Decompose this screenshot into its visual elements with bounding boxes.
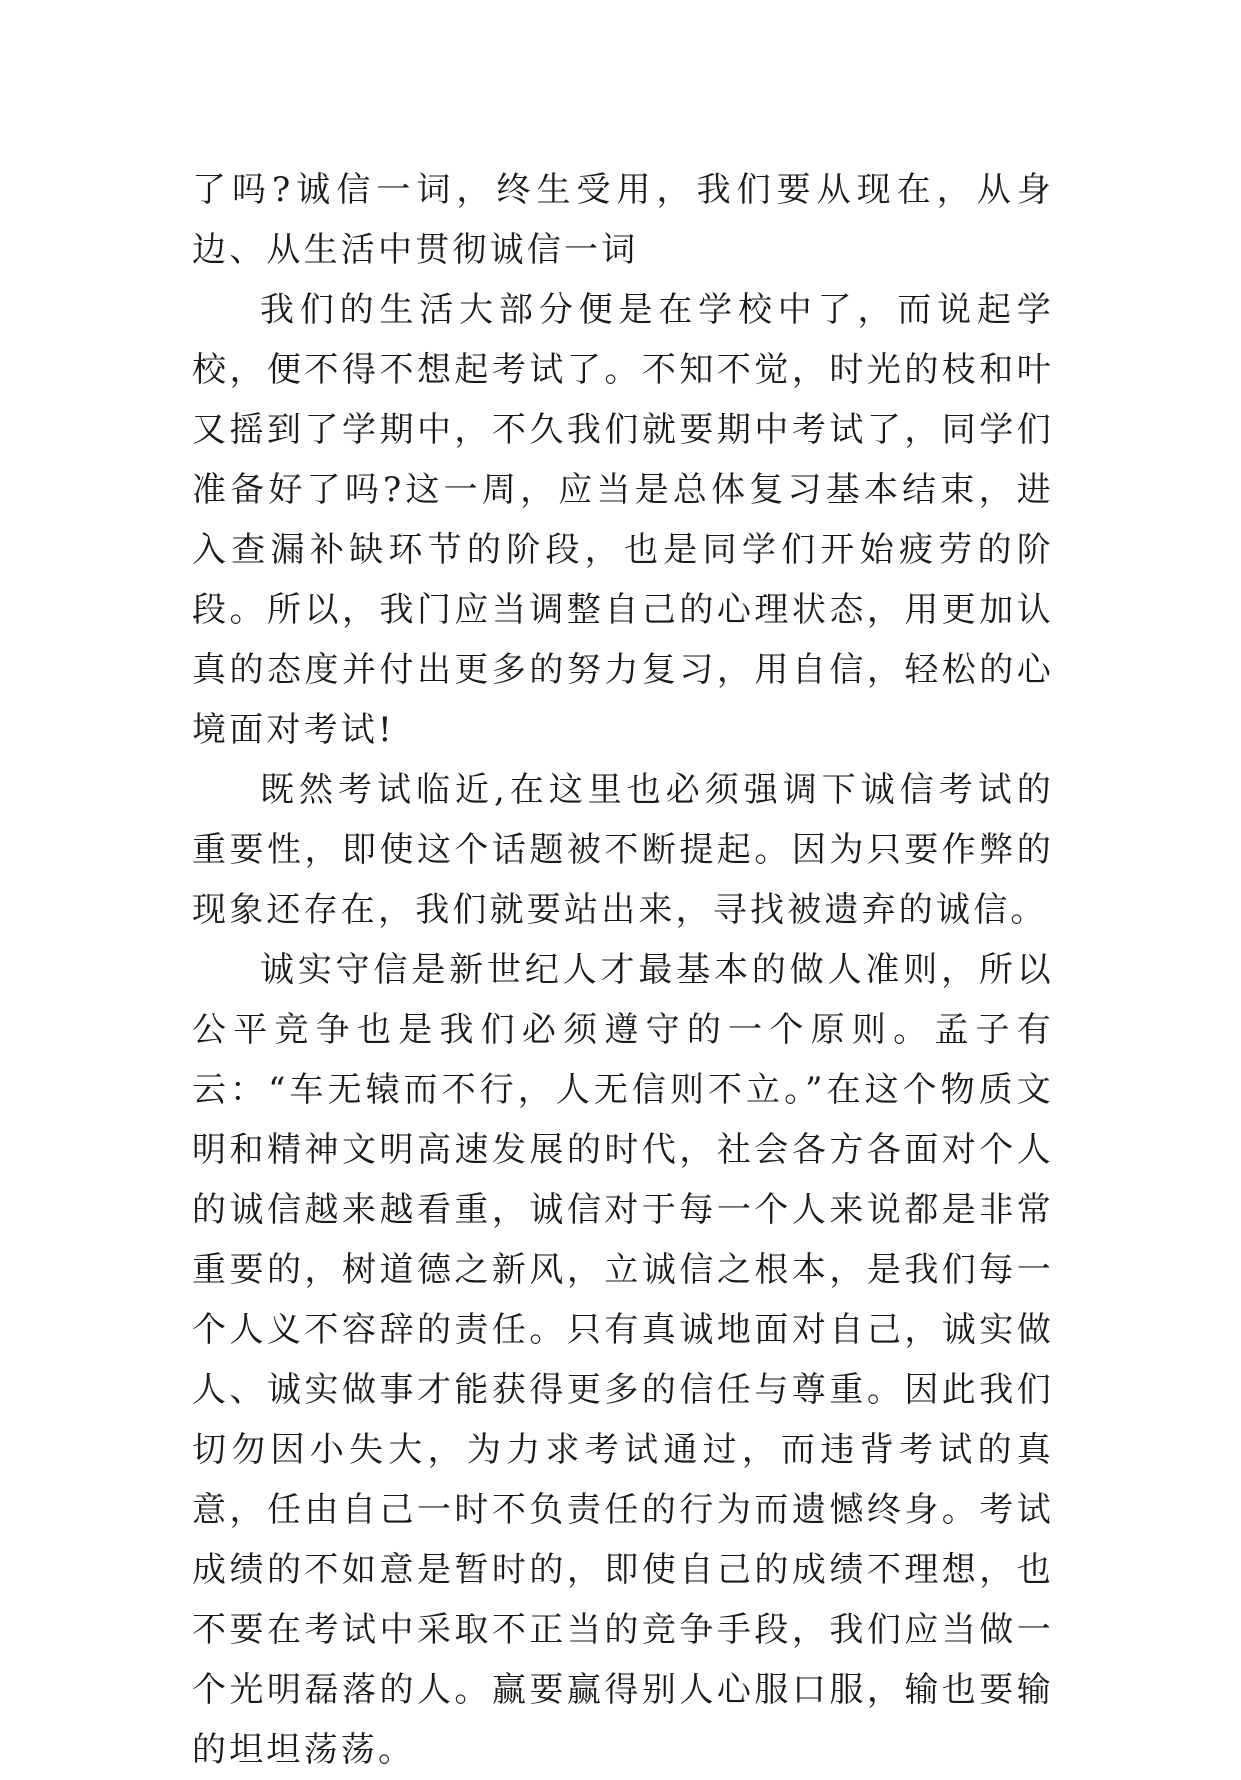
paragraph-honest-exams: 既然考试临近,在这里也必须强调下诚信考试的重要性，即使这个话题被不断提起。因为只要作弊的现象还存在，我们就要站出来，寻找被遗弃的诚信。 (192, 770, 1054, 930)
paragraph-school-exams: 我们的生活大部分便是在学校中了，而说起学校，便不得不想起考试了。不知不觉，时光的枝和叶又摇到了学期中，不久我们就要期中考试了，同学们准备好了吗?这一周，应当是总体复习基本结束，进入查漏补缺环节的阶段，也是同学们开始疲劳的阶段。所以，我门应当调整自己的心理状态，用更加认真的态度并付出更多的努力复习，用自信，轻松的心境面对考试! (192, 290, 1054, 750)
paragraph-integrity: 诚实守信是新世纪人才最基本的做人准则，所以公平竞争也是我们必须遵守的一个原则。孟子有云：“车无辕而不行，人无信则不立。”在这个物质文明和精神文明高速发展的时代，社会各方各面对个人的诚信越来越看重，诚信对于每一个人来说都是非常重要的，树道德之新风，立诚信之根本，是我们每一个人义不容辞的责任。只有真诚地面对自己，诚实做人、诚实做事才能获得更多的信任与尊重。因此我们切勿因小失大，为力求考试通过，而违背考试的真意，任由自己一时不负责任的行为而遗憾终身。考试成绩的不如意是暂时的，即使自己的成绩不理想，也不要在考试中采取不正当的竞争手段，我们应当做一个光明磊落的人。赢要赢得别人心服口服，输也要输的坦坦荡荡。 (192, 950, 1054, 1770)
document-page (192, 160, 1054, 1780)
paragraph-continuation: 了吗?诚信一词，终生受用，我们要从现在，从身边、从生活中贯彻诚信一词 (192, 170, 1054, 270)
